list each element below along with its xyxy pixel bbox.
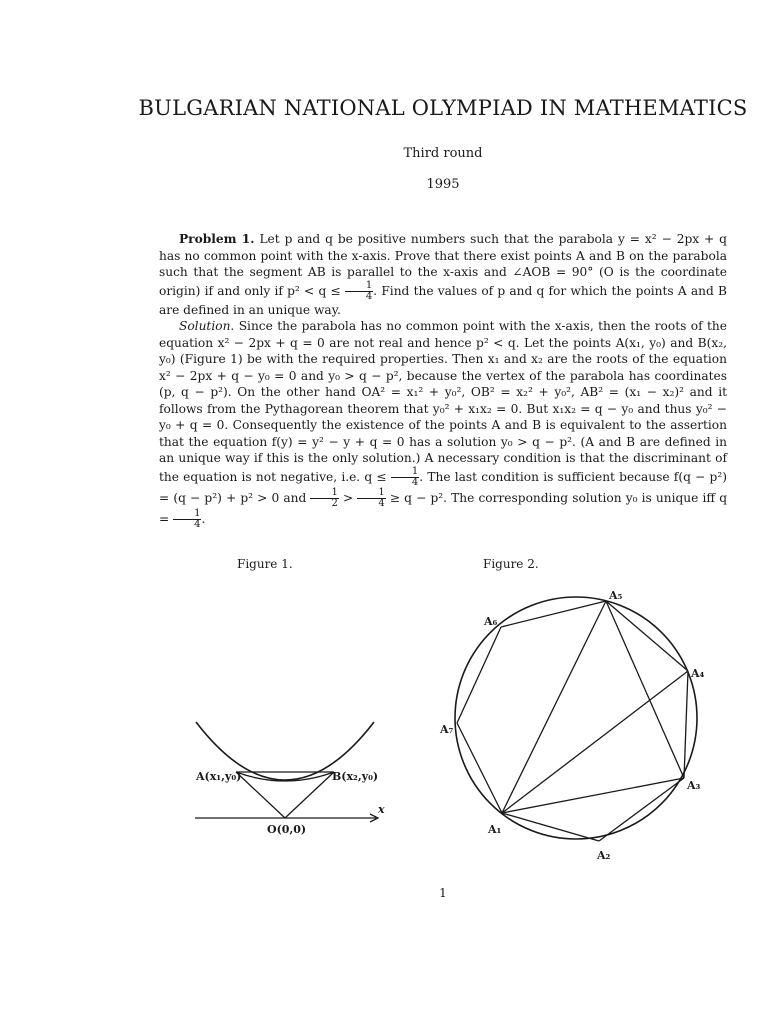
- year-label: 1995: [426, 177, 460, 192]
- problem-section: [159, 231, 727, 530]
- figure1-diagram: [190, 720, 400, 840]
- fraction-denominator: 2: [331, 497, 338, 509]
- fraction-denominator: 4: [194, 518, 201, 530]
- fraction-quarter: [173, 509, 201, 530]
- fraction-numerator: 1: [345, 281, 373, 292]
- solution-paragraph: [159, 318, 727, 530]
- diag-a1-a4: [502, 671, 688, 813]
- label-o: O(0,0): [267, 823, 307, 836]
- fraction-half: [310, 488, 338, 509]
- figure2-caption: Figure 2.: [483, 557, 539, 571]
- diag-a1-a5: [502, 601, 606, 813]
- fraction-numerator: 1: [357, 488, 385, 499]
- vertex-label: A₆: [484, 615, 498, 628]
- figure1-caption: Figure 1.: [237, 557, 293, 571]
- problem-text: Let p and q be positive numbers such that the parabola y = x² − 2px + q has no common point with the x-axis. Prove that there exist points A and B on the parabola such that the segment AB is parallel to the x-axis and ∠AOB = 90° (O is the coordinate origin) if and only if p² < q ≤: [159, 232, 727, 298]
- vertex-label: A₄: [691, 667, 705, 680]
- solution-text: Since the parabola has no common point with the x-axis, then the roots of the equation x² − 2px + q = 0 are not real and hence p² < q. Let the points A(x₁, y₀) and B(x₂, y₀) (Figure 1) be with the required properties. Then x₁ and x₂ are the roots of the equation x² − 2px + q − y₀ = 0 and y₀ > q − p², because the vertex of the parabola has coordinates (p, q − p²). On the other hand OA² = x₁² + y₀², OB² = x₂² + y₀², AB² = (x₁ − x₂)² and it follows from the Pythagorean theorem that y₀² + x₁x₂ = 0. But x₁x₂ = q − y₀ and thus y₀² − y₀ + q = 0. Consequently the existence of the points A and B is equivalent to the assertion that the equation f(y) = y² − y + q = 0 has a solution y₀ > q − p². (A and B are defined in an unique way if this is the only solution.) A necessary condition is that the discriminant of the equation is not negative, i.e. q ≤: [159, 319, 727, 484]
- solution-text-5: .: [201, 511, 206, 526]
- edge-a4-a5: [606, 601, 688, 671]
- fraction-quarter: [391, 467, 419, 488]
- page-number: 1: [439, 886, 447, 900]
- problem-label: Problem 1.: [179, 232, 255, 246]
- figure2-diagram: [425, 585, 725, 865]
- solution-text-4: ≥ q − p². The corresponding solution y₀ is unique iff q =: [159, 490, 727, 526]
- edge-a2-a3: [599, 778, 684, 841]
- page-title: BULGARIAN NATIONAL OLYMPIAD IN MATHEMATICS: [138, 96, 748, 120]
- vertex-label: A₁: [488, 823, 502, 836]
- label-a: A(x₁,y₀): [196, 770, 242, 783]
- fraction-denominator: 4: [365, 290, 373, 302]
- diag-a5-a3: [606, 601, 684, 778]
- solution-label: Solution.: [179, 319, 235, 333]
- fraction-numerator: 1: [310, 488, 338, 499]
- fraction-numerator: 1: [173, 509, 201, 520]
- vertex-label: A₃: [687, 779, 701, 792]
- vertex-label: A₅: [609, 589, 623, 602]
- fraction-quarter: [357, 488, 385, 509]
- solution-text-3: >: [338, 490, 358, 505]
- problem-paragraph: [159, 231, 727, 318]
- solution-text-2: . The last condition is sufficient because f(q − p²) = (q − p²) + p² > 0 and: [159, 469, 727, 505]
- fraction-denominator: 4: [411, 476, 419, 488]
- vertex-label: A₂: [597, 849, 611, 862]
- fraction-quarter: [345, 281, 373, 302]
- circle: [455, 597, 697, 839]
- fraction-numerator: 1: [391, 467, 419, 478]
- edge-a5-a6: [501, 601, 606, 627]
- vertex-label: A₇: [440, 723, 454, 736]
- edge-a3-a4: [684, 671, 688, 778]
- round-label: Third round: [403, 146, 483, 161]
- problem-text-end: . Find the values of p and q for which the points A and B are defined in an unique way.: [159, 283, 727, 317]
- label-b: B(x₂,y₀): [332, 770, 379, 783]
- label-x: x: [378, 803, 385, 816]
- fraction-denominator: 4: [378, 497, 385, 509]
- edge-a7-a1: [457, 723, 502, 813]
